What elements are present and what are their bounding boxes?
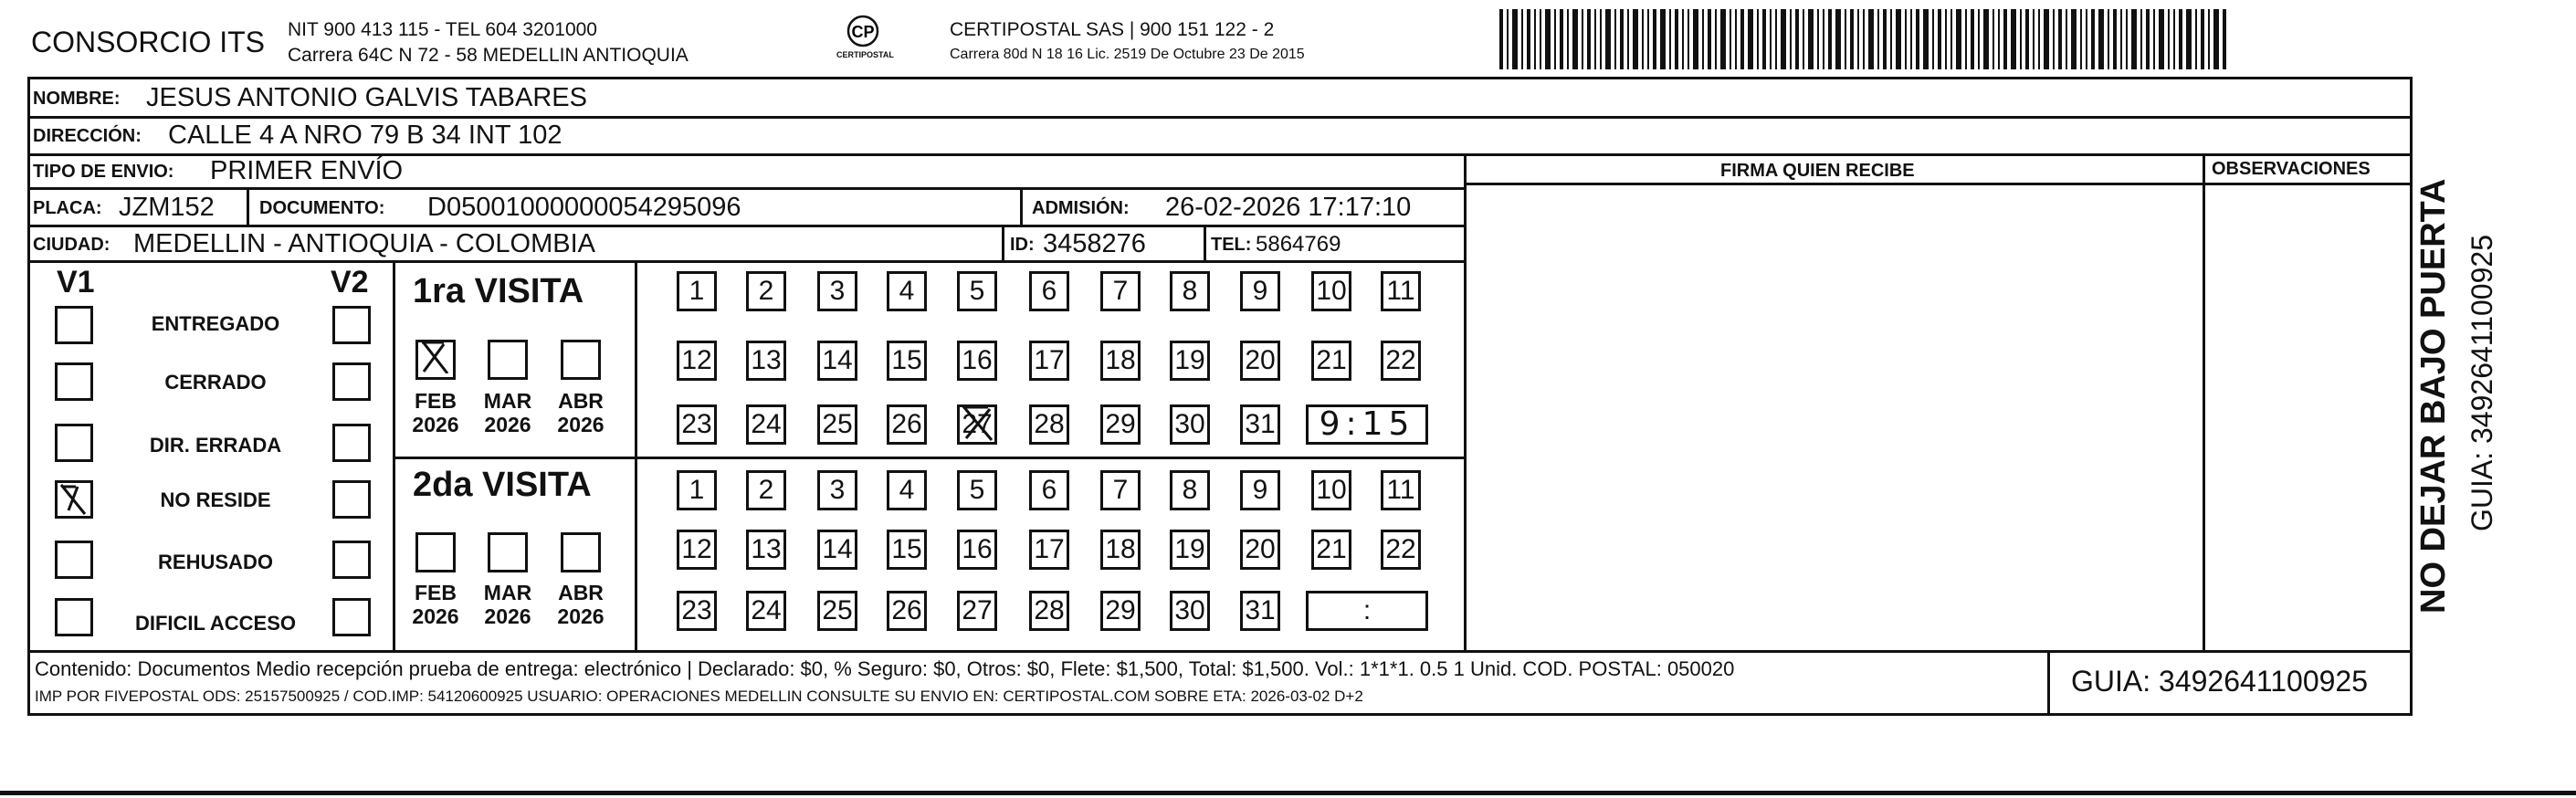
visit-2-day[interactable]: 6 xyxy=(1029,470,1069,510)
visit-1-month-feb: FEB 2026 xyxy=(412,389,459,437)
visit-1-day-marked[interactable] xyxy=(957,404,997,445)
divider xyxy=(1002,225,1004,261)
visit-2-month-feb: FEB 2026 xyxy=(412,581,459,629)
page-bottom-edge xyxy=(0,791,2576,795)
ciudad-label: CIUDAD: xyxy=(33,235,110,255)
divider xyxy=(1204,225,1206,261)
status-option-rehusado: REHUSADO xyxy=(158,551,273,573)
v2-checkbox-cerrado[interactable] xyxy=(332,362,371,401)
divider xyxy=(1464,153,1467,651)
carrier-name: CERTIPOSTAL SAS | 900 151 122 - 2 xyxy=(950,19,1275,40)
carrier-address: Carrera 80d N 18 16 Lic. 2519 De Octubre 23 De 2015 xyxy=(950,47,1305,62)
visit-2-day[interactable]: 29 xyxy=(1100,591,1141,631)
direccion-value: CALLE 4 A NRO 79 B 34 INT 102 xyxy=(168,121,563,150)
barcode xyxy=(1498,9,2228,69)
id-label: ID: xyxy=(1010,235,1035,255)
visit-1-month-abr: ABR 2026 xyxy=(557,389,605,437)
visit-2-day[interactable]: 8 xyxy=(1170,470,1210,510)
visit-1-day[interactable]: 14 xyxy=(817,341,857,381)
observaciones-header: OBSERVACIONES xyxy=(2212,159,2371,179)
visit-2-day[interactable]: 5 xyxy=(957,470,997,510)
visit-2-day[interactable]: 11 xyxy=(1381,470,1421,510)
visit-1-day[interactable]: 4 xyxy=(887,271,927,311)
visit-1-day[interactable]: 11 xyxy=(1381,271,1421,311)
visit-2-title: 2da VISITA xyxy=(413,466,592,504)
status-option-entregado: ENTREGADO xyxy=(151,312,280,335)
header xyxy=(27,11,1488,73)
visit-2-day[interactable]: 17 xyxy=(1029,530,1069,570)
divider xyxy=(27,650,2413,653)
visit-2-day[interactable]: 25 xyxy=(817,591,857,631)
v2-checkbox-rehusado[interactable] xyxy=(332,541,371,579)
svg-text:CP: CP xyxy=(851,23,875,41)
visit-2-day[interactable]: 3 xyxy=(817,470,857,510)
visit-1-day[interactable]: 23 xyxy=(677,404,717,445)
visit-2-day[interactable]: 7 xyxy=(1100,470,1141,510)
visit-2-day[interactable]: 20 xyxy=(1240,530,1280,570)
visit-2-day[interactable]: 4 xyxy=(887,470,927,510)
placa-label: PLACA: xyxy=(33,198,102,218)
v2-checkbox-entregado[interactable] xyxy=(332,306,371,344)
visit-1-marked-day-label: 27 xyxy=(962,409,993,439)
visit-2-day[interactable]: 15 xyxy=(887,530,927,570)
visit-1-day[interactable]: 18 xyxy=(1100,341,1141,381)
visit-1-month-feb-checkbox[interactable] xyxy=(415,340,456,380)
certipostal-logo xyxy=(822,11,904,73)
admision-label: ADMISIÓN: xyxy=(1032,198,1130,218)
tipo-envio-label: TIPO DE ENVIO: xyxy=(33,162,174,182)
side-guia: GUIA: 3492641100925 xyxy=(2466,235,2498,531)
v1-checkbox-dificil-acceso[interactable] xyxy=(55,598,93,636)
visit-2-day[interactable]: 12 xyxy=(677,530,717,570)
visit-1-day[interactable]: 24 xyxy=(746,404,786,445)
divider xyxy=(2047,650,2050,716)
visit-1-time-value: 9:15 xyxy=(1319,405,1415,443)
status-option-cerrado: CERRADO xyxy=(164,371,267,394)
v1-checkbox-entregado[interactable] xyxy=(55,306,93,344)
visit-2-day[interactable]: 10 xyxy=(1311,470,1351,510)
direccion-label: DIRECCIÓN: xyxy=(33,126,142,146)
divider xyxy=(635,260,637,651)
firma-header: FIRMA QUIEN RECIBE xyxy=(1720,161,1915,181)
divider xyxy=(27,77,2413,79)
divider xyxy=(1020,187,1023,226)
company-name: CONSORCIO ITS xyxy=(31,26,266,58)
v1-checkbox-dir-errada[interactable] xyxy=(55,424,93,462)
visit-2-day[interactable]: 27 xyxy=(957,591,997,631)
id-value: 3458276 xyxy=(1043,229,1146,258)
visit-1-title: 1ra VISITA xyxy=(413,272,584,310)
handwritten-check-mark xyxy=(58,483,90,516)
visit-2-month-abr-checkbox[interactable] xyxy=(561,532,601,572)
visit-2-day[interactable]: 23 xyxy=(677,591,717,631)
placa-value: JZM152 xyxy=(119,193,215,222)
visit-2-day[interactable]: 28 xyxy=(1029,591,1069,631)
visit-1-month-abr-checkbox[interactable] xyxy=(561,340,601,380)
visit-2-time-value: : xyxy=(1362,595,1372,625)
visit-1-day[interactable]: 29 xyxy=(1100,404,1141,445)
tipo-envio-value: PRIMER ENVÍO xyxy=(210,156,404,185)
visit-2-day[interactable]: 1 xyxy=(677,470,717,510)
v1-checkbox-rehusado[interactable] xyxy=(55,541,93,579)
handwritten-cross-mark xyxy=(957,402,997,442)
visit-1-day[interactable]: 16 xyxy=(957,341,997,381)
documento-label: DOCUMENTO: xyxy=(259,198,385,218)
company-nit: NIT 900 413 115 - TEL 604 3201000 xyxy=(288,19,597,40)
divider xyxy=(27,260,1466,263)
v1-checkbox-no-reside[interactable] xyxy=(55,480,93,519)
visit-1-day[interactable]: 21 xyxy=(1311,341,1351,381)
visit-2-day[interactable]: 21 xyxy=(1311,530,1351,570)
footer-guia: GUIA: 3492641100925 xyxy=(2071,665,2368,698)
nombre-label: NOMBRE: xyxy=(33,89,121,109)
v2-header: V2 xyxy=(331,265,369,299)
visit-1-month-mar: MAR 2026 xyxy=(483,389,532,437)
footer-contenido: Contenido: Documentos Medio recepción prueba de entrega: electrónico | Declarado: $0, % Seguro: $0, Otros: $0, Flete: $1,500, Total: $1,500. Vol.: 1*1*1. 0.5 1 Unid. COD. POSTAL: 050020 xyxy=(35,657,1735,680)
visit-1-day[interactable]: 10 xyxy=(1311,271,1351,311)
visit-2-day[interactable]: 14 xyxy=(817,530,857,570)
visit-1-day[interactable]: 13 xyxy=(746,341,786,381)
visit-1-month-mar-checkbox[interactable] xyxy=(488,340,528,380)
visit-1-time-field[interactable] xyxy=(1306,404,1428,445)
divider xyxy=(27,116,2413,119)
divider xyxy=(393,260,395,651)
v2-checkbox-no-reside[interactable] xyxy=(332,480,371,519)
divider xyxy=(247,187,249,226)
status-option-no-reside: NO RESIDE xyxy=(160,488,271,511)
nombre-value: JESUS ANTONIO GALVIS TABARES xyxy=(146,83,587,112)
tel-value: 5864769 xyxy=(1256,232,1341,257)
divider xyxy=(393,457,1466,459)
divider xyxy=(27,187,1466,190)
visit-1-day[interactable]: 22 xyxy=(1381,341,1421,381)
visit-2-day[interactable]: 22 xyxy=(1381,530,1421,570)
visit-1-day[interactable]: 7 xyxy=(1100,271,1141,311)
visit-2-day[interactable]: 9 xyxy=(1240,470,1280,510)
visit-1-day[interactable]: 8 xyxy=(1170,271,1210,311)
visit-1-day[interactable]: 25 xyxy=(817,404,857,445)
visit-1-day[interactable]: 9 xyxy=(1240,271,1280,311)
visit-1-day[interactable]: 19 xyxy=(1170,341,1210,381)
tel-label: TEL: xyxy=(1211,235,1252,255)
visit-1-day[interactable]: 26 xyxy=(887,404,927,445)
visit-1-day[interactable]: 15 xyxy=(887,341,927,381)
v1-checkbox-cerrado[interactable] xyxy=(55,362,93,401)
handwritten-check-mark xyxy=(416,337,453,373)
visit-1-day[interactable]: 2 xyxy=(746,271,786,311)
side-warning: NO DEJAR BAJO PUERTA xyxy=(2414,178,2453,614)
v2-checkbox-dir-errada[interactable] xyxy=(332,424,371,462)
visit-2-day[interactable]: 18 xyxy=(1100,530,1141,570)
visit-2-day[interactable]: 26 xyxy=(887,591,927,631)
admision-value: 26-02-2026 17:17:10 xyxy=(1165,193,1412,222)
visit-1-day[interactable]: 5 xyxy=(957,271,997,311)
visit-1-day[interactable]: 30 xyxy=(1170,404,1210,445)
visit-1-day[interactable]: 12 xyxy=(677,341,717,381)
visit-1-day[interactable]: 31 xyxy=(1240,404,1280,445)
status-option-dificil-acceso: DIFICIL ACCESO xyxy=(134,612,296,635)
visit-2-month-feb-checkbox[interactable] xyxy=(415,532,456,572)
ciudad-value: MEDELLIN - ANTIOQUIA - COLOMBIA xyxy=(133,229,595,258)
visit-2-day[interactable]: 19 xyxy=(1170,530,1210,570)
visit-2-day[interactable]: 2 xyxy=(746,470,786,510)
visit-2-day[interactable]: 16 xyxy=(957,530,997,570)
v2-checkbox-dificil-acceso[interactable] xyxy=(332,598,371,636)
divider xyxy=(1465,183,2413,185)
company-address: Carrera 64C N 72 - 58 MEDELLIN ANTIOQUIA xyxy=(288,45,689,66)
visit-2-day[interactable]: 24 xyxy=(746,591,786,631)
visit-1-day[interactable]: 20 xyxy=(1240,341,1280,381)
visit-1-day[interactable]: 1 xyxy=(677,271,717,311)
footer-imp: IMP POR FIVEPOSTAL ODS: 25157500925 / COD.IMP: 54120600925 USUARIO: OPERACIONES MEDELLIN CONSULTE SU ENVIO EN: CERTIPOSTAL.COM SOBRE ETA: 2026-03-02 D+2 xyxy=(35,688,1363,705)
visit-1-day[interactable]: 28 xyxy=(1029,404,1069,445)
visit-2-time-field[interactable] xyxy=(1306,591,1428,631)
divider xyxy=(2203,153,2205,651)
logo-text: CERTIPOSTAL xyxy=(836,50,894,59)
divider xyxy=(27,225,1466,227)
visit-2-month-abr: ABR 2026 xyxy=(557,581,605,629)
visit-2-day[interactable]: 30 xyxy=(1170,591,1210,631)
visit-1-day[interactable]: 3 xyxy=(817,271,857,311)
documento-value: D05001000000054295096 xyxy=(427,193,741,222)
visit-2-day[interactable]: 31 xyxy=(1240,591,1280,631)
visit-1-day[interactable]: 6 xyxy=(1029,271,1069,311)
visit-2-day[interactable]: 13 xyxy=(746,530,786,570)
visit-1-day[interactable]: 17 xyxy=(1029,341,1069,381)
visit-2-month-mar-checkbox[interactable] xyxy=(488,532,528,572)
visit-2-month-mar: MAR 2026 xyxy=(483,581,532,629)
status-option-dir-errada: DIR. ERRADA xyxy=(149,434,282,457)
v1-header: V1 xyxy=(57,265,95,299)
